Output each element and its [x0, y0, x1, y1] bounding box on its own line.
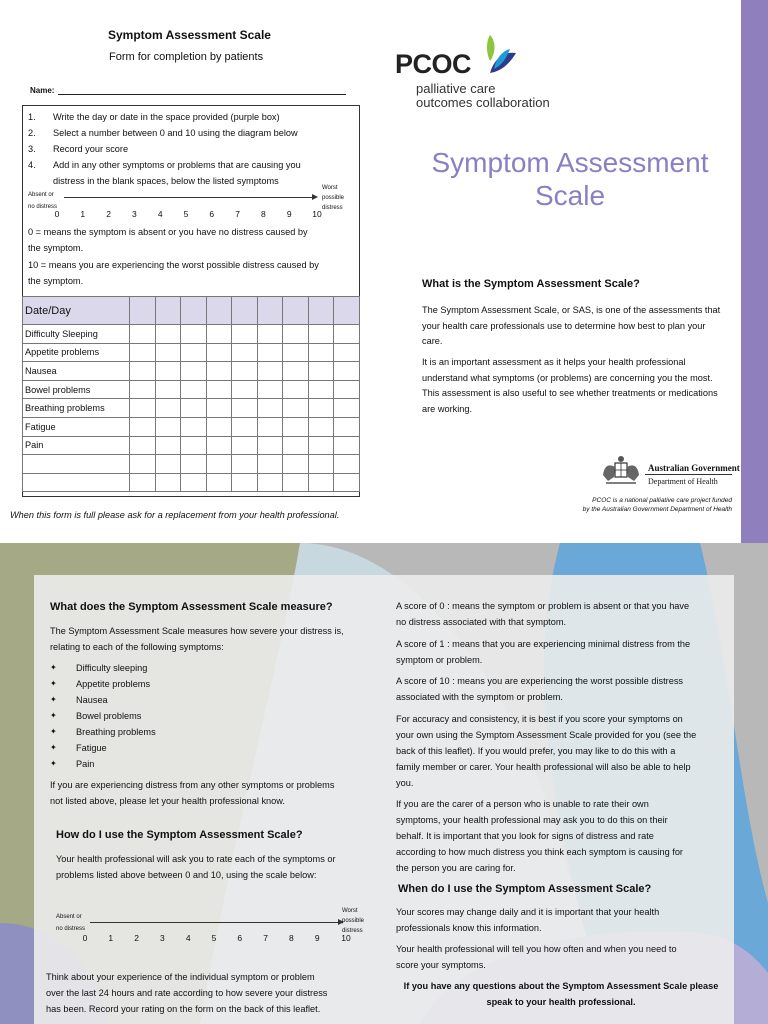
score-cell[interactable] — [308, 473, 334, 492]
date-cell[interactable] — [257, 297, 283, 325]
table-row — [23, 436, 360, 455]
score-cell[interactable] — [308, 417, 334, 436]
score-cell[interactable] — [334, 362, 360, 381]
score-cell[interactable] — [232, 399, 258, 418]
score-cell[interactable] — [232, 343, 258, 362]
score-cell[interactable] — [334, 417, 360, 436]
score-cell[interactable] — [206, 380, 232, 399]
gov-name: Australian Government — [648, 463, 740, 473]
date-cell[interactable] — [206, 297, 232, 325]
score-cell[interactable] — [206, 325, 232, 344]
score-cell[interactable] — [257, 436, 283, 455]
row-label[interactable] — [23, 455, 130, 474]
score-cell[interactable] — [308, 362, 334, 381]
when-text-2: Your health professional will tell you how often and when you need to score your symptoms. — [396, 944, 677, 970]
score-cell[interactable] — [206, 343, 232, 362]
row-label: Nausea — [23, 362, 130, 381]
score-cell[interactable] — [206, 417, 232, 436]
table-row — [23, 362, 360, 381]
score-cell[interactable] — [155, 380, 181, 399]
score-0-text: A score of 0 : means the symptom or problem is absent or that you have no distress associated with that symptom. — [396, 601, 690, 627]
cover-title: Symptom Assessment Scale — [431, 147, 709, 211]
pcoc-tagline-2: outcomes collaboration — [416, 95, 550, 110]
scale-absent-label: Absent or no distress — [28, 192, 58, 210]
accuracy-text: For accuracy and consistency, it is best if you score your symptoms on your own using the Symptom Assessment Scale provided for you (see the back of this leaflet). If you would prefer, you may like to do this with a family member or carer. Your health professional will also be able to help you. — [396, 714, 697, 788]
score-cell[interactable] — [257, 325, 283, 344]
how-heading: How do I use the Symptom Assessment Scale? — [56, 829, 303, 841]
score-cell[interactable] — [206, 436, 232, 455]
score-cell[interactable] — [308, 455, 334, 474]
score-cell[interactable] — [232, 455, 258, 474]
score-cell[interactable] — [155, 399, 181, 418]
leaflet-outside-panel: Symptom Assessment Scale Form for completion by patients Name: 1. Write the day or date in the space provided (purple box) 2. Select a number between 0 and 10 using the diagram below 3. Record your score 4. Add in any other symptoms or problems that are causing you distress in the blank spaces, below the listed symptoms Absent or no distress Worst possible distress 0 1 2 3 4 5 6 7 8 9 10 0 = means the symptom is absent or you have no distress caused by the symptom. 10 = means you are experiencing the worst possible distress caused by the symptom. Date/Day Difficulty Sleeping Appetite problems Nausea Bowel problems Breathing problems Fatigue Pain When this form is full please ask for a replacement from your health professional. PCOC palliative care outcomes collaboration Symptom Assessment Scale What is the Symptom Assessment Scale? The Symptom Assessment Scale, or SAS, is one of the assessments that your health care professionals use to determine how best to plan your care. It is an important assessment as it helps your health professional understand what symptoms (or problems) are concerning you the most. This assessment is also useful to see whether treatments or medications are working. Australian Government Department of Health PCOC is a national palliative care project funded by the Australian Government Department of Health — [0, 0, 768, 543]
table-row — [23, 343, 360, 362]
score-cell[interactable] — [257, 473, 283, 492]
when-text-1: Your scores may change daily and it is important that your health professionals know this information. — [396, 907, 660, 933]
score-cell[interactable] — [206, 399, 232, 418]
score-cell[interactable] — [257, 380, 283, 399]
date-cell[interactable] — [334, 297, 360, 325]
table-header-row — [23, 297, 360, 325]
think-text: Think about your experience of the individual symptom or problem over the last 24 hours and rate according to how severe your distress has been. Record your rating on the form on the back of this leaflet. — [46, 972, 328, 1014]
measure-text: The Symptom Assessment Scale measures how severe your distress is, relating to each of the following symptoms: — [50, 626, 344, 652]
score-10-text: A score of 10 : means you are experiencing the worst possible distress associated with the symptom or problem. — [396, 676, 684, 702]
scale2-absent-label: Absent or no distress — [56, 914, 86, 932]
score-cell[interactable] — [334, 473, 360, 492]
score-cell[interactable] — [334, 399, 360, 418]
row-label: Breathing problems — [23, 399, 130, 418]
score-cell[interactable] — [257, 343, 283, 362]
scale-arrow-line — [64, 197, 314, 198]
score-cell[interactable] — [130, 325, 156, 344]
score-cell[interactable] — [283, 473, 309, 492]
score-cell[interactable] — [257, 362, 283, 381]
score-cell[interactable] — [155, 417, 181, 436]
score-cell[interactable] — [181, 417, 207, 436]
score-cell[interactable] — [130, 473, 156, 492]
instruction-4-cont: distress in the blank spaces, below the listed symptoms — [53, 176, 279, 186]
name-field-line[interactable] — [58, 94, 346, 95]
questions-text: If you have any questions about the Symptom Assessment Scale please speak to your health professional. — [403, 981, 719, 1007]
table-row — [23, 380, 360, 399]
score-cell[interactable] — [181, 399, 207, 418]
table-row — [23, 325, 360, 344]
score-cell[interactable] — [130, 455, 156, 474]
date-day-header: Date/Day — [23, 297, 130, 325]
score-cell[interactable] — [334, 343, 360, 362]
score-cell[interactable] — [334, 436, 360, 455]
score-cell[interactable] — [257, 455, 283, 474]
score-cell[interactable] — [232, 436, 258, 455]
score-cell[interactable] — [130, 436, 156, 455]
symptom-table — [22, 296, 360, 492]
score-cell[interactable] — [206, 473, 232, 492]
when-heading: When do I use the Symptom Assessment Scale? — [398, 883, 652, 895]
arrow-right-icon — [312, 194, 318, 200]
score-cell[interactable] — [257, 399, 283, 418]
name-label: Name: — [30, 86, 55, 95]
score-cell[interactable] — [181, 455, 207, 474]
how-text: Your health professional will ask you to rate each of the symptoms or problems listed above between 0 and 10, using the scale below: — [56, 854, 336, 880]
score-1-text: A score of 1 : means that you are experiencing minimal distress from the symptom or problem. — [396, 639, 691, 665]
score-cell[interactable] — [283, 325, 309, 344]
funded-note-1: PCOC is a national palliative care project funded — [592, 497, 732, 504]
row-label: Pain — [23, 436, 130, 455]
score-cell[interactable] — [283, 343, 309, 362]
pcoc-leaf-icon — [484, 33, 520, 75]
score-cell[interactable] — [181, 436, 207, 455]
date-cell[interactable] — [232, 297, 258, 325]
score-cell[interactable] — [232, 473, 258, 492]
score-cell[interactable] — [155, 362, 181, 381]
score-cell[interactable] — [155, 455, 181, 474]
what-is-para-2: It is an important assessment as it helps your health professional understand what symptoms (or problems) are concerning you the most. This assessment is also useful to see whether treatments or medications are working. — [422, 357, 718, 414]
score-cell[interactable] — [130, 343, 156, 362]
gov-divider — [645, 474, 732, 475]
score-cell[interactable] — [130, 362, 156, 381]
funded-note-2: by the Australian Government Department of Health — [582, 506, 732, 513]
scale2-arrow-line — [90, 922, 340, 923]
score-cell[interactable] — [334, 325, 360, 344]
form-title: Symptom Assessment Scale — [108, 28, 271, 42]
pcoc-tagline-1: palliative care — [416, 81, 496, 96]
row-label[interactable] — [23, 473, 130, 492]
score-cell[interactable] — [283, 417, 309, 436]
table-row — [23, 473, 360, 492]
gov-dept: Department of Health — [648, 477, 718, 486]
score-cell[interactable] — [334, 380, 360, 399]
score-cell[interactable] — [206, 362, 232, 381]
score-cell[interactable] — [232, 362, 258, 381]
pcoc-logo-text: PCOC — [395, 49, 472, 79]
scale2-worst-label: Worst possible distress — [342, 908, 365, 934]
score-cell[interactable] — [181, 343, 207, 362]
score-cell[interactable] — [130, 417, 156, 436]
score-cell[interactable] — [181, 380, 207, 399]
score-cell[interactable] — [232, 380, 258, 399]
score-cell[interactable] — [130, 380, 156, 399]
score-cell[interactable] — [206, 455, 232, 474]
score-cell[interactable] — [181, 473, 207, 492]
row-label: Bowel problems — [23, 380, 130, 399]
row-label: Difficulty Sleeping — [23, 325, 130, 344]
score-cell[interactable] — [155, 325, 181, 344]
score-cell[interactable] — [308, 325, 334, 344]
scale2-numbers: 0 1 2 3 4 5 6 7 8 9 10 — [82, 933, 351, 943]
score-cell[interactable] — [181, 362, 207, 381]
score-cell[interactable] — [232, 417, 258, 436]
score-cell[interactable] — [155, 473, 181, 492]
purple-side-bar — [741, 0, 768, 543]
score-cell[interactable] — [283, 399, 309, 418]
score-cell[interactable] — [155, 436, 181, 455]
score-cell[interactable] — [181, 325, 207, 344]
date-cell[interactable] — [155, 297, 181, 325]
what-is-para-1: The Symptom Assessment Scale, or SAS, is one of the assessments that your health care professionals use to determine how best to plan your care. — [422, 305, 721, 346]
note-zero: 0 = means the symptom is absent or you have no distress caused by the symptom. — [28, 227, 308, 253]
score-cell[interactable] — [130, 399, 156, 418]
score-cell[interactable] — [334, 455, 360, 474]
row-label: Fatigue — [23, 417, 130, 436]
score-cell[interactable] — [283, 436, 309, 455]
scale-worst-label: Worst possible distress — [322, 185, 345, 211]
score-cell[interactable] — [283, 380, 309, 399]
scale-numbers: 0 1 2 3 4 5 6 7 8 9 10 — [54, 209, 322, 219]
score-cell[interactable] — [308, 436, 334, 455]
date-cell[interactable] — [308, 297, 334, 325]
score-cell[interactable] — [308, 380, 334, 399]
date-cell[interactable] — [130, 297, 156, 325]
score-cell[interactable] — [283, 362, 309, 381]
score-cell[interactable] — [308, 343, 334, 362]
score-cell[interactable] — [155, 343, 181, 362]
note-ten: 10 = means you are experiencing the worst possible distress caused by the symptom. — [28, 260, 319, 286]
other-symptoms-text: If you are experiencing distress from any other symptoms or problems not listed above, please let your health professional know. — [50, 780, 335, 806]
score-cell[interactable] — [283, 455, 309, 474]
coat-of-arms-icon — [600, 455, 642, 489]
measure-heading: What does the Symptom Assessment Scale measure? — [50, 601, 333, 613]
row-label: Appetite problems — [23, 343, 130, 362]
score-cell[interactable] — [257, 417, 283, 436]
table-row — [23, 455, 360, 474]
form-subtitle: Form for completion by patients — [109, 51, 264, 63]
replacement-note: When this form is full please ask for a replacement from your health professional. — [10, 510, 340, 520]
carer-text: If you are the carer of a person who is unable to rate their own symptoms, your health professional may ask you to do this on their behalf. It is important that you look for signs of distress and rate according to how much distress you think each symptom is causing for the person you are caring for. — [396, 799, 683, 873]
date-cell[interactable] — [283, 297, 309, 325]
table-row — [23, 399, 360, 418]
date-cell[interactable] — [181, 297, 207, 325]
score-cell[interactable] — [308, 399, 334, 418]
score-cell[interactable] — [232, 325, 258, 344]
what-is-heading: What is the Symptom Assessment Scale? — [422, 278, 640, 290]
table-row — [23, 417, 360, 436]
